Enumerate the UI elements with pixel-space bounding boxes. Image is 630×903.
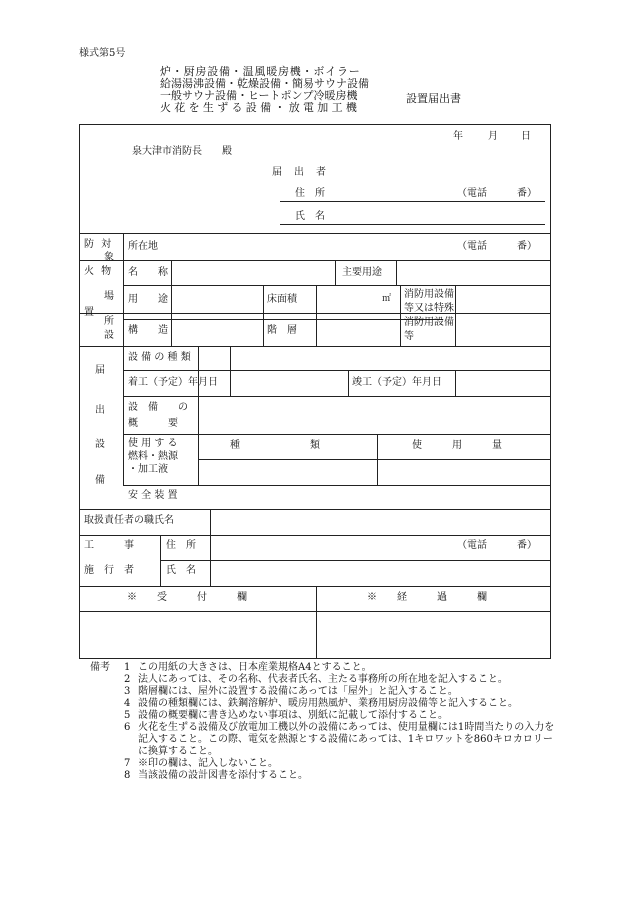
structure-label: 構 造 — [128, 325, 168, 336]
equipment-group-label: 出 — [95, 405, 105, 416]
place-label: 設 — [104, 330, 114, 341]
location-label: 所在地 — [128, 241, 158, 252]
fuel-kind-header: 種 類 — [230, 440, 320, 451]
equipment-group-label: 届 — [95, 365, 105, 376]
notes-section — [90, 662, 560, 782]
progress-column-header: ※ 経 過 欄 — [367, 592, 487, 603]
target-building-label: 防 対 — [84, 239, 114, 250]
fire-equipment-label: 消防用設備等又は特殊消防用設備等 — [404, 289, 454, 342]
note-item: 2 法人にあっては、その名称、代表者氏名、主たる事務所の所在地を記入すること。 — [124, 674, 508, 685]
equipment-type-label: 設 備 の 種 類 — [128, 352, 191, 363]
floor-area-label: 床面積 — [267, 294, 297, 305]
note-item: 6 火花を生ずる設備及び放電加工機以外の設備にあっては、使用量欄には1時間当たりの入力を記入すること。この際、電気を熱源とする設備にあっては、1キロワットを860キロカロリーに換算すること。 — [124, 722, 555, 757]
date-day-label: 日 — [521, 131, 531, 142]
notifier-label: 届 出 者 — [272, 167, 327, 178]
fuel-label: 燃料・熱源 — [128, 451, 178, 462]
contractor-phone-label: （電話 番） — [457, 540, 537, 551]
main-use-label: 主要用途 — [342, 267, 382, 278]
equipment-type-line: 炉・厨房設備・温風暖房機・ボイラー — [160, 65, 361, 78]
equipment-type-line: 一般サウナ設備・ヒートポンプ冷暖房機 — [160, 89, 358, 102]
contractor-name-label: 氏 名 — [166, 565, 196, 576]
safety-device-label: 安 全 装 置 — [128, 490, 178, 501]
equipment-type-line: 給湯湯沸設備・乾燥設備・簡易サウナ設備 — [160, 77, 369, 90]
contractor-label: 施 行 者 — [84, 565, 134, 576]
notifier-name-label: 氏 名 — [295, 211, 325, 222]
overview-label: 概 要 — [128, 418, 178, 429]
equipment-group-label: 備 — [95, 475, 105, 486]
note-item: 3 階層欄には、屋外に設置する設備にあっては「屋外」と記入すること。 — [124, 686, 458, 697]
addressee: 泉大津市消防長 殿 — [132, 146, 232, 157]
building-name-label: 名 称 — [128, 267, 168, 278]
floor-label: 階 層 — [267, 325, 297, 336]
overview-label: 設 備 の — [128, 402, 188, 413]
fuel-label: 使 用 す る — [128, 438, 178, 449]
manager-label: 取扱責任者の職氏名 — [84, 515, 174, 526]
start-date-label: 着工（予定）年月日 — [128, 377, 218, 388]
equipment-group-label: 設 — [95, 439, 105, 450]
equipment-type-line: 火花を生ずる設備・放電加工機 — [160, 101, 361, 114]
notifier-address-label: 住 所 — [295, 188, 325, 199]
form-number: 様式第5号 — [79, 48, 126, 59]
form-title: 設置届出書 — [406, 92, 461, 105]
note-item: 8 当該設備の設計図書を添付すること。 — [124, 770, 308, 781]
equipment-type-list — [160, 66, 390, 114]
note-item: 7 ※印の欄は、記入しないこと。 — [124, 758, 278, 769]
date-year-label: 年 — [453, 131, 463, 142]
fuel-amount-header: 使 用 量 — [412, 440, 502, 451]
notes-heading: 備考 — [90, 662, 110, 673]
contractor-label: 工 事 — [84, 540, 134, 551]
sqm-unit: ㎡ — [382, 294, 392, 304]
contractor-address-label: 住 所 — [166, 540, 196, 551]
place-label: 所 — [104, 316, 114, 327]
reception-column-header: ※ 受 付 欄 — [127, 592, 247, 603]
notification-form — [79, 124, 551, 659]
location-phone-label: （電話 番） — [457, 241, 537, 252]
place-label: 場 — [104, 291, 114, 302]
target-building-label: 象 — [104, 252, 114, 263]
target-building-label: 火 物 — [84, 266, 114, 277]
complete-date-label: 竣工（予定）年月日 — [352, 377, 442, 388]
fuel-label: ・加工液 — [128, 464, 168, 475]
use-label: 用 途 — [128, 294, 168, 305]
date-month-label: 月 — [488, 131, 498, 142]
note-item: 5 設備の概要欄に書き込めない事項は、別紙に記載して添付すること。 — [124, 710, 448, 721]
notifier-phone-label: （電話 番） — [457, 188, 537, 199]
note-item: 備考 1 この用紙の大きさは、日本産業規格A4とすること。 — [90, 662, 372, 673]
note-item: 4 設備の種類欄には、鉄鋼溶解炉、暖房用熱風炉、業務用厨房設備等と記入すること。 — [124, 698, 518, 709]
place-label: 置 — [84, 307, 94, 318]
